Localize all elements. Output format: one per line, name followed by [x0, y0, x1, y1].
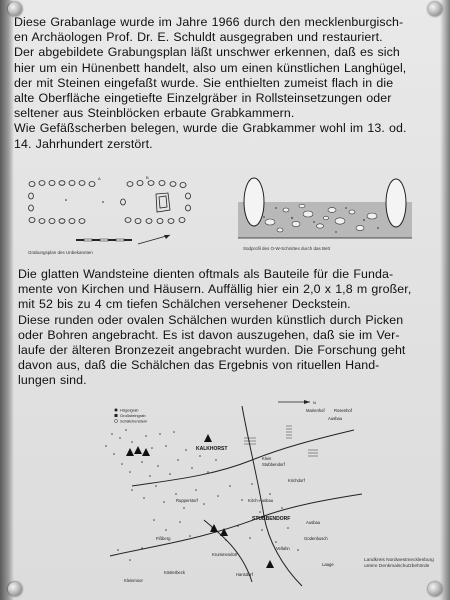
- legend-item: Schälchenstein: [120, 418, 148, 424]
- section-caption: Südprofil des O-W-Schnittes durch das Bett: [243, 246, 330, 251]
- map-label: Kirchdorf: [288, 478, 305, 483]
- map-label: Godenbusch: [304, 536, 328, 541]
- legend-item: Großsteingrab: [120, 413, 146, 418]
- intro-line: alte Oberfläche eingetiefte Einzelgräber in Rollsteinsetzungen oder: [14, 91, 392, 106]
- map-label: Fißberg: [156, 536, 171, 541]
- map-label: Hansdorf: [236, 572, 253, 577]
- body-line: laufe der älteren Bronzezeit angebracht wurden. Die Forschung geht: [18, 343, 406, 358]
- map-label: Ausbau: [328, 416, 343, 421]
- map-label: Rupperstorf: [176, 498, 198, 503]
- map-label: Marienhof: [306, 408, 325, 413]
- intro-paragraph: [14, 15, 434, 152]
- screw-top-right: [428, 2, 442, 16]
- map-label: KALKHORST: [196, 446, 228, 452]
- body-line: Die glatten Wandsteine dienten oftmals als Bauteile für die Funda-: [18, 267, 394, 281]
- credit-block: [364, 558, 434, 570]
- intro-line: Diese Grabanlage wurde im Jahre 1966 durch den mecklenburgisch-: [14, 15, 404, 29]
- body-line: davon aus, daß die Schälchen das Ergebnis von rituellen Hand-: [18, 358, 380, 373]
- map-forest-patches: [244, 426, 318, 456]
- map-label: Ausbau: [306, 520, 321, 525]
- body-paragraph: [18, 267, 438, 389]
- map-label: Rosenhof: [334, 408, 352, 413]
- body-line: Diese runden oder ovalen Schälchen wurden künstlich durch Picken: [18, 312, 404, 327]
- excavation-plan-figure: [20, 172, 210, 258]
- map-label: STUBBENDORF: [252, 516, 291, 522]
- intro-line: Wie Gefäßscherben belegen, wurde die Grabkammer wohl im 13. od.: [14, 121, 407, 136]
- map-label: Kleinmoor: [124, 578, 143, 583]
- map-label: Stubbendorf: [262, 462, 285, 467]
- credit-line: Landkreis Nordwestmecklenburg: [364, 558, 434, 563]
- intro-line: 14. Jahrhundert zerstört.: [14, 136, 153, 151]
- credit-line: untere Denkmalschutzbehörde: [364, 564, 430, 569]
- plan-marker-b: B: [146, 175, 149, 180]
- intro-line: Der abgebildete Grabungsplan läßt unschwer erkennen, daß es sich: [14, 45, 400, 60]
- map-legend: [115, 408, 148, 424]
- map-label: Vellahn: [276, 546, 290, 551]
- body-line: mit 52 bis zu 4 cm tiefen Schälchen versehener Deckstein.: [18, 297, 351, 312]
- site-map: [92, 390, 372, 590]
- map-label: Kösterbeck: [164, 570, 185, 575]
- map-label: Klein: [262, 456, 272, 461]
- screw-top-left: [8, 2, 22, 16]
- scale-bar: [76, 239, 132, 241]
- intro-line: seltener aus Steinblöcken erbaute Grabkammern.: [14, 106, 295, 121]
- plan-caption: Grabungsplan des Unbekannten: [28, 250, 93, 255]
- body-line: mente von Kirchen und Häusern. Auffällig hier ein 2,0 x 1,8 m großer,: [18, 282, 412, 297]
- screw-bottom-right: [428, 582, 442, 596]
- body-line: lungen sind.: [18, 373, 87, 388]
- intro-line: hier um ein Hünenbett handelt, also um einen künstlichen Langhügel,: [14, 60, 407, 75]
- section-profile-figure: [236, 172, 416, 250]
- map-roads: [110, 406, 362, 586]
- body-line: oder Bohren angebracht. Es ist davon auszugehen, daß sie im Ver-: [18, 327, 400, 342]
- right-edge-shadow: [440, 0, 450, 600]
- map-north-label: N: [313, 400, 316, 405]
- map-label: Laage: [322, 562, 334, 567]
- map-label: Krummendorf: [212, 552, 238, 557]
- intro-line: der mit Steinen eingefaßt wurde. Sie enthielten zumeist flach in die: [14, 75, 394, 90]
- legend-item: Hügelgrab: [120, 407, 139, 413]
- map-label: Kirch-Ausbau: [248, 498, 274, 503]
- intro-line: en Archäologen Prof. Dr. E. Schuldt ausgegraben und restauriert.: [14, 30, 383, 45]
- plan-marker-a: A: [98, 176, 101, 181]
- screw-bottom-left: [8, 582, 22, 596]
- left-edge-shadow: [0, 0, 14, 600]
